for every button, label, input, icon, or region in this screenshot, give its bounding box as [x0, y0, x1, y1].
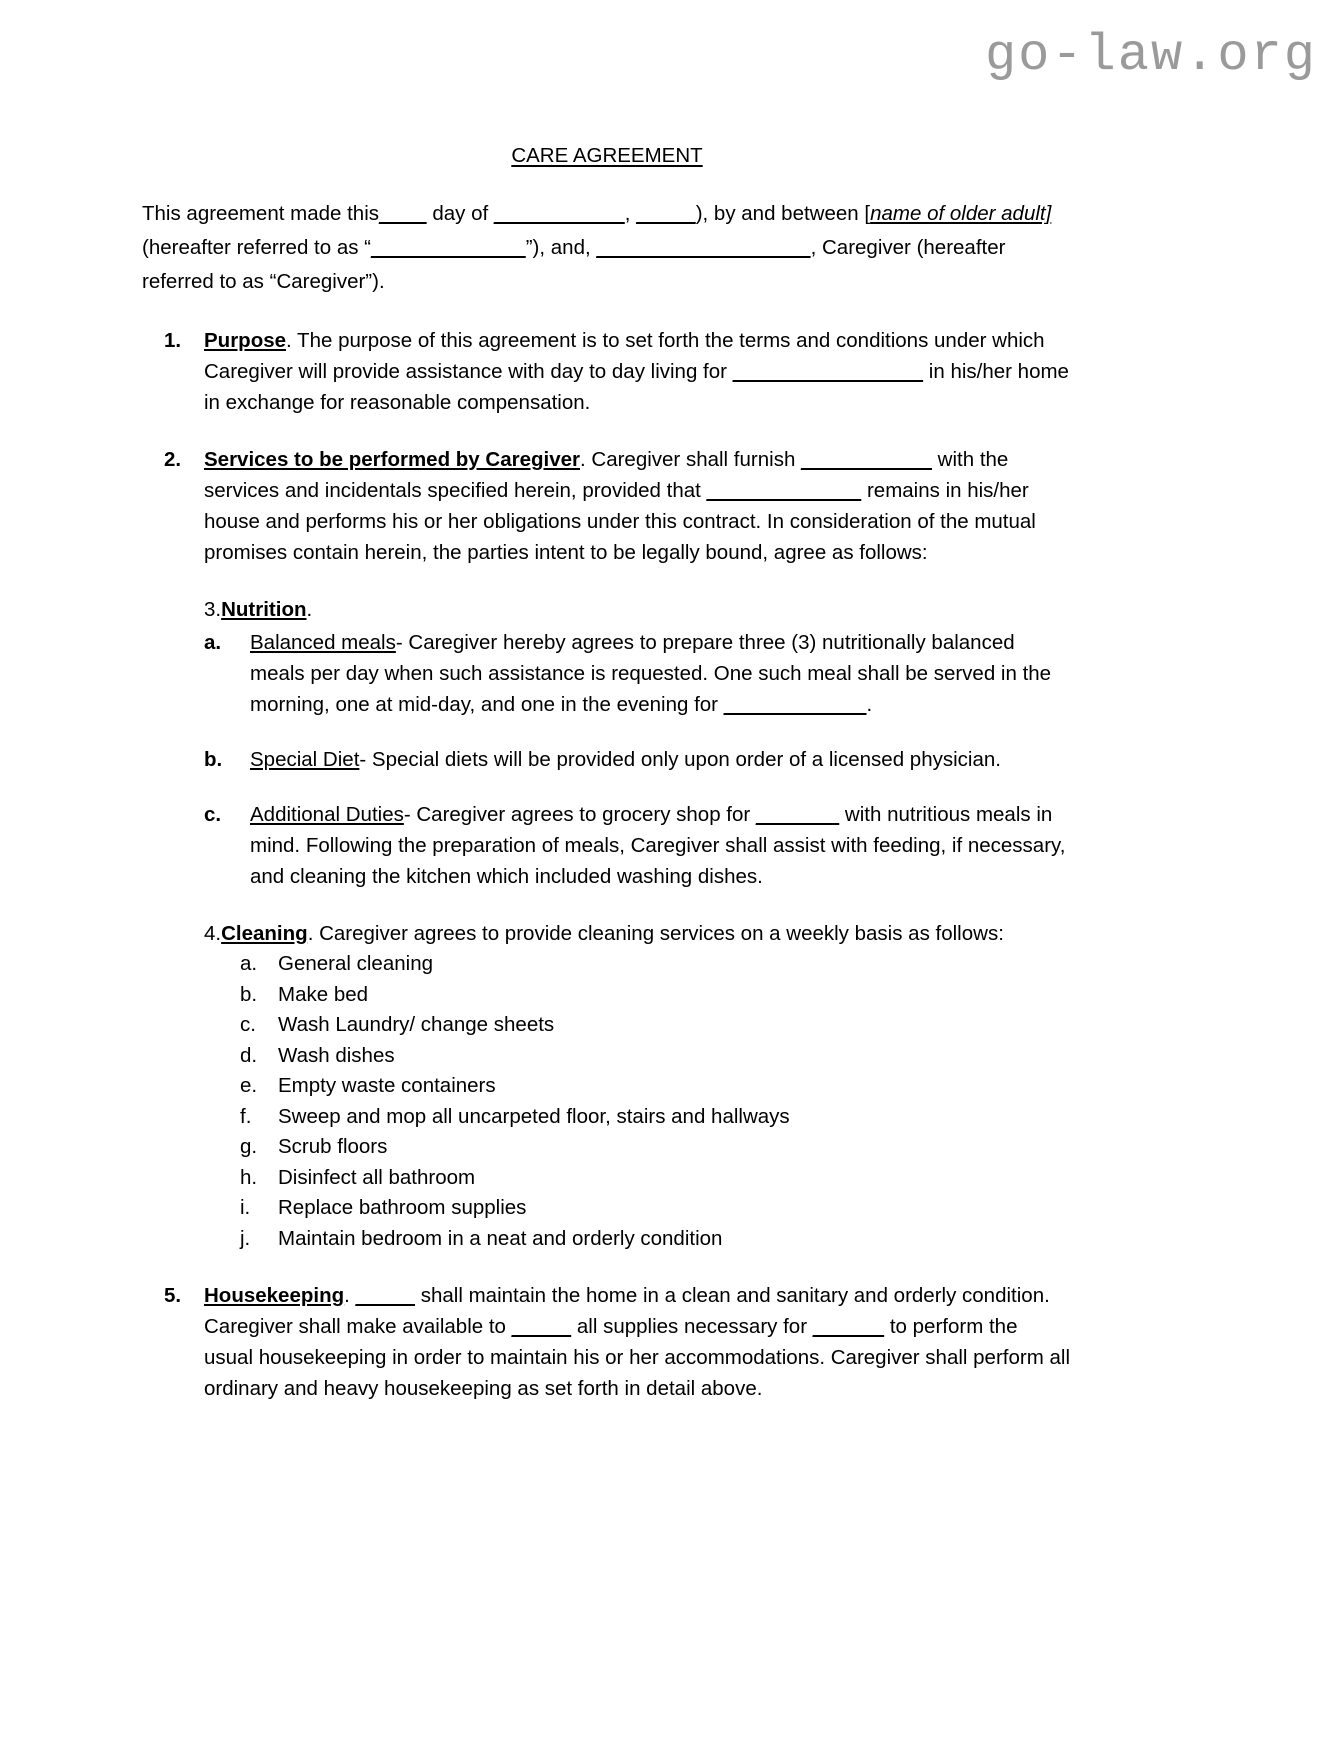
- section-number: 3.: [204, 598, 222, 621]
- list-item: [204, 1102, 1072, 1133]
- task-marker: a.: [240, 952, 258, 975]
- document-body: [142, 140, 1072, 1430]
- task-text: Replace bathroom supplies: [278, 1196, 527, 1219]
- section-number: 5.: [164, 1284, 182, 1307]
- task-text: Scrub floors: [278, 1135, 388, 1158]
- task-marker: d.: [240, 1043, 258, 1067]
- task-marker: j.: [240, 1226, 251, 1250]
- section-body-b: in his/her home in exchange for reasonable compensation.: [204, 360, 1069, 414]
- task-text: Wash Laundry/ change sheets: [278, 1013, 555, 1036]
- section-nutrition-heading-line: [204, 594, 1072, 625]
- task-marker: i.: [240, 1196, 251, 1219]
- list-item: [204, 1132, 1072, 1163]
- subitem-blank: _______: [755, 803, 840, 826]
- preamble-name-of-older-adult: name of older adult]: [870, 202, 1052, 225]
- subitem-body-b: .: [866, 693, 873, 716]
- page-title: [142, 140, 1072, 171]
- preamble-part-4: ), by and between [: [695, 202, 871, 225]
- preamble-part-7: , Caregiver (hereafter referred to as “Caregiver”).: [142, 236, 1006, 293]
- preamble-part-1: This agreement made this: [142, 202, 380, 225]
- section-body-a: . Caregiver shall furnish: [580, 448, 802, 471]
- preamble-part-5: (hereafter referred to as “: [142, 236, 372, 259]
- section-nutrition: [142, 594, 1072, 892]
- section-blank-3: ______: [812, 1315, 885, 1338]
- section-body-a: . The purpose of this agreement is to set forth the terms and conditions under which Caregiver will provide assistance with day to day living for: [204, 329, 1045, 383]
- subitem-body-a: - Caregiver agrees to grocery shop for: [403, 803, 756, 826]
- section-body-d: to perform the usual housekeeping in order to maintain his or her accommodations. Caregiver shall perform all ordinary and heavy housekeeping as set forth in detail above.: [204, 1315, 1070, 1400]
- section-body-c: remains in his/her house and performs his or her obligations under this contract. In consideration of the mutual promises contain herein, the parties intent to be legally bound, agree as follows:: [204, 479, 1036, 564]
- section-number: 1.: [164, 329, 182, 352]
- section-blank: ________________: [732, 360, 924, 383]
- section-number: 2.: [164, 448, 182, 471]
- subitem-body-a: - Caregiver hereby agrees to prepare three (3) nutritionally balanced meals per day when such assistance is requested. One such meal shall be served in the morning, one at mid-day, and one in the evening for: [250, 631, 1052, 716]
- section-heading: Housekeeping: [204, 1284, 345, 1307]
- list-item: [204, 1193, 1072, 1224]
- go-law-watermark: go-law.org: [984, 26, 1317, 85]
- preamble-blank-alias: _____________: [371, 236, 526, 259]
- section-body-b: shall maintain the home in a clean and sanitary and orderly condition. Caregiver shall make available to: [204, 1284, 1050, 1338]
- task-text: Make bed: [278, 982, 369, 1006]
- section-number: 4.: [204, 922, 222, 945]
- subitem-body-a: - Special diets will be provided only upon order of a licensed physician.: [359, 748, 1001, 771]
- list-item: [204, 980, 1072, 1011]
- section-housekeeping: [142, 1280, 1072, 1404]
- list-item: [204, 949, 1072, 980]
- list-item: [204, 1071, 1072, 1102]
- preamble-blank-year: _____: [636, 202, 696, 225]
- section-body-b: with the services and incidentals specified herein, provided that: [204, 448, 1009, 502]
- subitem-marker: a.: [204, 631, 222, 654]
- subitem-term: Additional Duties: [250, 803, 404, 826]
- section-body-a: .: [344, 1284, 356, 1307]
- list-item: [204, 1041, 1072, 1072]
- cleaning-tasks: [204, 949, 1072, 1254]
- task-marker: h.: [240, 1165, 258, 1189]
- task-text: Wash dishes: [278, 1043, 395, 1067]
- task-text: Maintain bedroom in a neat and orderly condition: [278, 1226, 723, 1250]
- task-marker: b.: [240, 982, 258, 1006]
- section-blank-2: _____: [511, 1315, 572, 1338]
- task-text: Empty waste containers: [278, 1074, 496, 1097]
- task-text: Sweep and mop all uncarpeted floor, stairs and hallways: [278, 1104, 790, 1128]
- section-cleaning-heading-line: [204, 918, 1072, 949]
- preamble-part-6: ”), and,: [525, 236, 597, 259]
- section-blank-2: _____________: [706, 479, 862, 502]
- section-cleaning: [142, 918, 1072, 1254]
- section-blank-1: _____: [355, 1284, 416, 1307]
- task-marker: f.: [240, 1104, 252, 1128]
- list-item: [204, 1010, 1072, 1041]
- subitem-marker: b.: [204, 748, 223, 771]
- nutrition-subitems: [204, 627, 1072, 892]
- subitem-marker: c.: [204, 803, 222, 826]
- agreement-preamble: [142, 197, 1072, 299]
- section-heading: Services to be performed by Caregiver: [204, 448, 580, 471]
- section-purpose: [142, 325, 1072, 418]
- section-heading: Cleaning: [221, 922, 308, 945]
- preamble-blank-caregiver: __________________: [596, 236, 811, 259]
- task-marker: e.: [240, 1074, 258, 1097]
- task-text: Disinfect all bathroom: [278, 1165, 476, 1189]
- section-heading: Purpose: [204, 329, 287, 352]
- section-blank-1: ___________: [801, 448, 932, 471]
- task-text: General cleaning: [278, 952, 433, 975]
- preamble-part-3: ,: [624, 202, 637, 225]
- section-heading: Nutrition: [221, 598, 307, 621]
- list-item: [204, 627, 1072, 720]
- preamble-part-2: day of: [426, 202, 494, 225]
- subitem-blank: ____________: [723, 693, 867, 716]
- list-item: [204, 799, 1072, 892]
- preamble-blank-month: ___________: [493, 202, 625, 225]
- section-body-c: all supplies necessary for: [571, 1315, 813, 1338]
- task-marker: c.: [240, 1013, 256, 1036]
- preamble-blank-day: ____: [379, 202, 427, 225]
- page-title-text: CARE AGREEMENT: [511, 144, 703, 167]
- subitem-term: Balanced meals: [250, 631, 396, 654]
- list-item: [204, 744, 1072, 775]
- list-item: [204, 1163, 1072, 1194]
- agreement-sections: [142, 325, 1072, 1404]
- section-body-a: . Caregiver agrees to provide cleaning services on a weekly basis as follows:: [307, 922, 1004, 945]
- section-services: [142, 444, 1072, 568]
- section-heading-suffix: .: [306, 598, 313, 621]
- list-item: [204, 1224, 1072, 1255]
- subitem-term: Special Diet: [250, 748, 360, 771]
- task-marker: g.: [240, 1135, 258, 1158]
- subitem-body-b: with nutritious meals in mind. Following the preparation of meals, Caregiver shall assist with feeding, if necessary, and cleaning the kitchen which included washing dishes.: [250, 803, 1066, 888]
